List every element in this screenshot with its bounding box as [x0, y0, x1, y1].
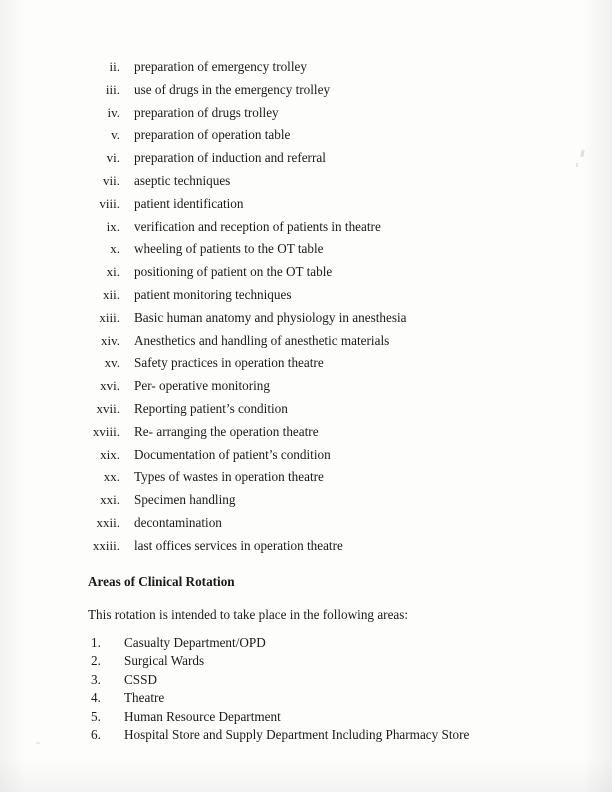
list-item-text: last offices services in operation theatre [134, 537, 343, 553]
list-item-text: decontamination [134, 514, 222, 530]
list-item [88, 60, 540, 73]
list-item-numeral: ii. [109, 59, 120, 74]
list-item-numeral: xi. [106, 264, 120, 280]
list-item-text: Specimen handling [134, 492, 236, 508]
list-item-text: preparation of drugs trolley [134, 104, 279, 120]
scan-speck [576, 163, 578, 167]
list-item [88, 691, 540, 704]
list-item-marker: 4. [91, 690, 101, 706]
list-item-numeral: v. [111, 127, 120, 143]
list-item-text: patient identification [134, 195, 244, 211]
theatre-skills-outline-list [88, 60, 540, 552]
list-item [88, 334, 540, 347]
list-item-numeral: ix. [106, 218, 120, 234]
list-item [88, 174, 540, 187]
list-item [88, 539, 540, 552]
list-item-numeral: xx. [103, 469, 120, 485]
list-item-text: preparation of operation table [134, 127, 291, 143]
page-edge-shadow-left [0, 0, 26, 792]
list-item-text: verification and reception of patients in theatre [134, 218, 381, 234]
list-item [88, 728, 540, 741]
list-item-text: Anesthetics and handling of anesthetic materials [134, 332, 390, 348]
list-item [88, 356, 540, 369]
list-item [88, 288, 540, 301]
list-item-text: Types of wastes in operation theatre [134, 469, 324, 485]
list-item [88, 402, 540, 415]
list-item-numeral: xxi. [100, 492, 120, 508]
list-item-text: wheeling of patients to the OT table [134, 241, 324, 257]
list-item-numeral: vi. [106, 150, 120, 166]
section-intro-text: This rotation is intended to take place in the following areas: [88, 606, 409, 622]
list-item [88, 493, 540, 506]
list-item-text: Per- operative monitoring [134, 378, 270, 394]
list-item [88, 151, 540, 164]
list-item-marker: 5. [91, 708, 101, 724]
list-item [88, 311, 540, 324]
list-item-text: Surgical Wards [124, 653, 205, 669]
list-item [88, 379, 540, 392]
list-item-numeral: xii. [103, 286, 120, 302]
list-item [88, 673, 540, 686]
list-item [88, 470, 540, 483]
list-item [88, 636, 540, 649]
page-edge-shadow-bottom [0, 758, 612, 792]
list-item-marker: 1. [91, 634, 101, 650]
list-item-numeral: xix. [100, 446, 120, 462]
list-item-numeral: iv. [107, 104, 120, 120]
scan-speck [580, 150, 584, 157]
list-item-text: Reporting patient’s condition [134, 400, 288, 416]
section-heading-areas-of-clinical-rotation: Areas of Clinical Rotation [88, 573, 235, 589]
list-item-numeral: xvi. [100, 378, 120, 394]
list-item [88, 220, 540, 233]
list-item-numeral: viii. [99, 195, 120, 211]
list-item-text: Safety practices in operation theatre [134, 355, 324, 371]
list-item [88, 83, 540, 96]
list-item-numeral: xxii. [96, 514, 120, 530]
list-item-text: preparation of induction and referral [134, 150, 326, 166]
scan-speck [36, 742, 40, 744]
list-item-numeral: xiv. [100, 332, 120, 348]
list-item-text: CSSD [124, 671, 157, 687]
list-item-numeral: xviii. [92, 423, 120, 439]
list-item-text: Casualty Department/OPD [124, 634, 266, 650]
clinical-rotation-areas-list [88, 636, 540, 741]
list-item-text: preparation of emergency trolley [134, 59, 307, 74]
list-item-text: Basic human anatomy and physiology in anesthesia [134, 309, 407, 325]
list-item [88, 425, 540, 438]
list-item-numeral: iii. [105, 81, 120, 97]
list-item-numeral: xvii. [96, 400, 120, 416]
list-item-text: aseptic techniques [134, 172, 231, 188]
list-item-marker: 3. [91, 671, 101, 687]
list-item-text: Hospital Store and Supply Department Including Pharmacy Store [124, 726, 470, 742]
list-item [88, 242, 540, 255]
list-item-text: use of drugs in the emergency trolley [134, 81, 331, 97]
list-item-numeral: vii. [103, 172, 120, 188]
list-item-text: patient monitoring techniques [134, 286, 292, 302]
list-item [88, 128, 540, 141]
list-item-text: Re- arranging the operation theatre [134, 423, 319, 439]
document-body [88, 60, 540, 746]
list-item [88, 197, 540, 210]
list-item-numeral: xiii. [99, 309, 120, 325]
list-item-text: positioning of patient on the OT table [134, 264, 333, 280]
list-item-marker: 2. [91, 653, 101, 669]
list-item [88, 654, 540, 667]
list-item-numeral: xxiii. [92, 537, 120, 553]
list-item-text: Theatre [124, 690, 165, 706]
list-item [88, 448, 540, 461]
page-edge-shadow-right [582, 0, 612, 792]
list-item-text: Human Resource Department [124, 708, 281, 724]
list-item [88, 516, 540, 529]
list-item [88, 265, 540, 278]
list-item-marker: 6. [91, 726, 101, 742]
list-item-text: Documentation of patient’s condition [134, 446, 331, 462]
list-item [88, 710, 540, 723]
list-item-numeral: x. [110, 241, 120, 257]
list-item-numeral: xv. [104, 355, 120, 371]
list-item [88, 106, 540, 119]
